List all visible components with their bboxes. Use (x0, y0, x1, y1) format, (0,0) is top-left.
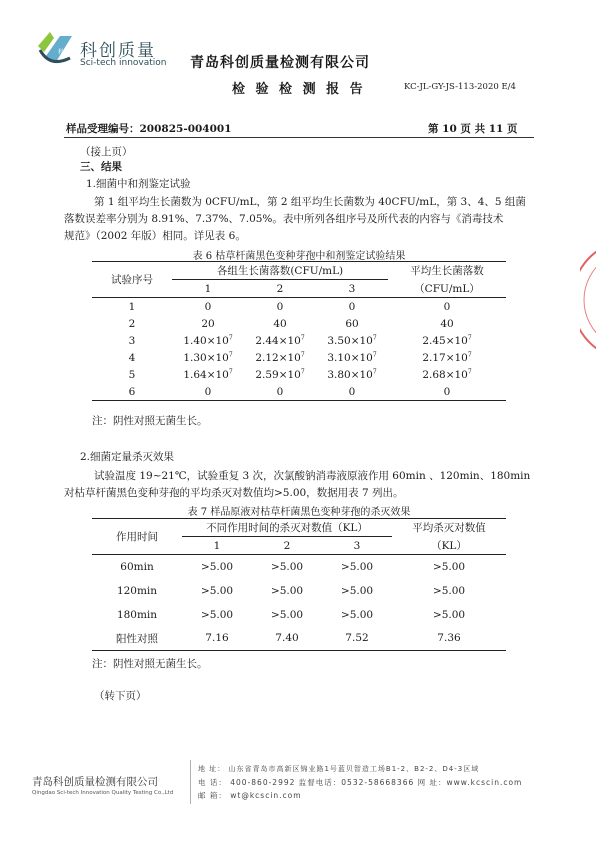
table-cell: 0 (276, 300, 284, 313)
table-7-header-time: 作用时间 (116, 531, 158, 543)
table-cell: 7.16 (205, 632, 229, 645)
table-cell (388, 349, 506, 366)
cell-value: 2.44×10 (255, 334, 301, 347)
table-cell: 1 (128, 300, 136, 313)
table-cell (388, 332, 506, 349)
cell-value: 3.50×10 (327, 334, 373, 347)
next-page-note: （转下页） (94, 690, 147, 702)
table-cell (388, 366, 506, 383)
table-cell: 120min (116, 584, 158, 597)
receipt-number (66, 121, 232, 136)
table-cell (244, 349, 316, 366)
table-cell (172, 349, 244, 366)
table-cell: 180min (116, 608, 158, 621)
brand-name-en: Sci-tech innovation (80, 58, 167, 68)
table-cell: 阳性对照 (116, 632, 158, 645)
page-info (428, 121, 518, 136)
table-cell (244, 332, 316, 349)
cell-value: 1.40×10 (183, 334, 229, 347)
cell-value: 3.80×10 (327, 368, 373, 381)
table-cell: 7.40 (275, 632, 299, 645)
table-cell: 60 (345, 317, 359, 330)
exponent: 7 (372, 351, 377, 358)
cell-value: 2.45×10 (422, 334, 468, 347)
table-7-subheader: 1 (213, 539, 221, 552)
table-cell: 0 (443, 300, 451, 313)
exponent: 7 (228, 351, 233, 358)
table-cell: >5.00 (340, 584, 374, 597)
table-cell: 3 (128, 334, 136, 347)
table-cell: >5.00 (432, 608, 466, 621)
exponent: 7 (372, 368, 377, 375)
table-row (92, 349, 506, 366)
table-cell: >5.00 (432, 560, 466, 573)
table-cell: 40 (273, 317, 287, 330)
table-7-header-avg: 平均杀灭对数值 (412, 522, 486, 535)
table-cell: 0 (204, 385, 212, 398)
footer-company-cn: 青岛科创质量检测有限公司 (32, 776, 158, 788)
table-row (92, 555, 506, 579)
table-cell: >5.00 (270, 584, 304, 597)
exponent: 7 (300, 351, 305, 358)
table-cell: 0 (348, 385, 356, 398)
table-6-header-avg: 平均生长菌落数 (410, 265, 484, 278)
table-6-subheader: 3 (348, 282, 356, 295)
table-cell: 6 (128, 385, 136, 398)
footer-company-en: Qingdao Sci-tech Innovation Quality Testing Co.,Ltd (32, 790, 174, 796)
table-cell (316, 366, 388, 383)
table-cell: 7.52 (345, 632, 369, 645)
table-row (92, 315, 506, 332)
table-row (92, 579, 506, 603)
company-logo-icon (36, 28, 76, 68)
table-6-header-avg-unit: （CFU/mL） (414, 282, 480, 295)
table-7-header-group: 不同作用时间的杀灭对数值（KL） (182, 519, 392, 537)
page-info-text: 第 10 页 共 11 页 (428, 123, 518, 135)
table-row (92, 366, 506, 383)
table-6 (92, 261, 506, 401)
paragraph-1-line-3: 规范》（2002 年版）相同。详见表 6。 (64, 230, 246, 242)
table-cell: >5.00 (340, 560, 374, 573)
cell-value: 2.17×10 (422, 351, 468, 364)
table-cell: 4 (128, 351, 136, 364)
table-cell (316, 332, 388, 349)
document-number: KC-JL-GY-JS-113-2020 E/4 (404, 82, 516, 92)
table-cell: 0 (276, 385, 284, 398)
table-7-subheader: 3 (353, 539, 361, 552)
cell-value: 3.10×10 (327, 351, 373, 364)
footer-email: 邮 箱： wt@kcscin.com (198, 791, 302, 800)
paragraph-1-line-2: 落数误差率分别为 8.91%、7.37%、7.05%。表中所列各组序号及所代表的内容与《消毒技术 (64, 213, 504, 225)
exponent: 7 (228, 368, 233, 375)
table-7-title: 表 7 样品原液对枯草杆菌黑色变种芽孢的杀灭效果 (187, 507, 411, 518)
logo-small-text: 科创 (58, 49, 71, 56)
table-cell: >5.00 (340, 608, 374, 621)
exponent: 7 (467, 351, 472, 358)
table-cell: >5.00 (200, 584, 234, 597)
table-cell: >5.00 (200, 560, 234, 573)
table-cell: 60min (120, 560, 154, 573)
table-cell: 40 (440, 317, 454, 330)
table-6-header-group: 各组生长菌落数(CFU/mL) (172, 262, 388, 280)
table-cell: 20 (201, 317, 215, 330)
receipt-label: 样品受理编号： (66, 123, 140, 135)
table-cell (316, 349, 388, 366)
cell-value: 1.30×10 (183, 351, 229, 364)
paragraph-2-line-1: 试验温度 19~21℃，试验重复 3 次，次氯酸钠消毒液原液作用 60min 、120min、180min (94, 470, 531, 482)
exponent: 7 (300, 334, 305, 341)
table-7-subheader: 2 (283, 539, 291, 552)
table-cell: 2 (128, 317, 136, 330)
table-cell: 7.36 (437, 632, 461, 645)
header-divider (64, 137, 534, 138)
table-row (92, 603, 506, 627)
paragraph-1-line-1: 第 1 组平均生长菌数为 0CFU/mL，第 2 组平均生长菌数为 40CFU/mL，第 3、4、5 组菌 (94, 196, 526, 208)
receipt-value: 200825-004001 (139, 123, 232, 135)
brand-name-cn: 科创质量 (80, 41, 156, 61)
table-6-subheader: 1 (204, 282, 212, 295)
exponent: 7 (372, 334, 377, 341)
table-row (92, 383, 506, 401)
table-row (92, 332, 506, 349)
footer-divider (190, 760, 191, 804)
table-cell: 0 (443, 385, 451, 398)
table-row (92, 627, 506, 651)
subsection-1-heading: 1.细菌中和剂鉴定试验 (86, 178, 191, 190)
cell-value: 1.64×10 (183, 368, 229, 381)
table-cell: 5 (128, 368, 136, 381)
table-cell (172, 366, 244, 383)
report-title: 检 验 检 测 报 告 (232, 82, 366, 97)
table-6-subheader: 2 (276, 282, 284, 295)
table-cell: >5.00 (200, 608, 234, 621)
table-cell (244, 366, 316, 383)
cell-value: 2.68×10 (422, 368, 468, 381)
table-7 (92, 518, 506, 651)
table-cell: >5.00 (270, 608, 304, 621)
seal-stamp-icon (580, 240, 596, 360)
footer-phone: 电 话： 400-860-2992 监督电话：0532-58668366 网 址：www.kcscin.com (198, 778, 523, 787)
table-row (92, 298, 506, 316)
continued-note: （接上页） (80, 146, 133, 158)
table-7-note: 注：阴性对照无菌生长。 (92, 658, 208, 670)
table-6-title: 表 6 枯草杆菌黑色变种芽孢中和剂鉴定试验结果 (192, 251, 406, 262)
cell-value: 2.12×10 (255, 351, 301, 364)
table-cell: 0 (348, 300, 356, 313)
footer-address: 地 址： 山东省青岛市高新区锦业路1号蓝贝智造工场B1-2、B2-2、D4-3区域 (198, 765, 480, 773)
exponent: 7 (300, 368, 305, 375)
table-cell: >5.00 (270, 560, 304, 573)
company-name: 青岛科创质量检测有限公司 (190, 55, 370, 71)
table-cell: >5.00 (432, 584, 466, 597)
table-cell: 0 (204, 300, 212, 313)
subsection-2-heading: 2.细菌定量杀灭效果 (80, 451, 175, 463)
table-7-header-avg-unit: （KL） (431, 539, 467, 552)
exponent: 7 (467, 368, 472, 375)
table-cell (172, 332, 244, 349)
cell-value: 2.59×10 (255, 368, 301, 381)
paragraph-2-line-2: 对枯草杆菌黑色变种芽孢的平均杀灭对数值均>5.00，数据用表 7 列出。 (64, 487, 404, 499)
exponent: 7 (467, 334, 472, 341)
table-6-header-seq: 试验序号 (111, 274, 153, 286)
table-6-note: 注：阴性对照无菌生长。 (92, 415, 208, 427)
section-heading: 三、结果 (80, 161, 122, 173)
exponent: 7 (228, 334, 233, 341)
